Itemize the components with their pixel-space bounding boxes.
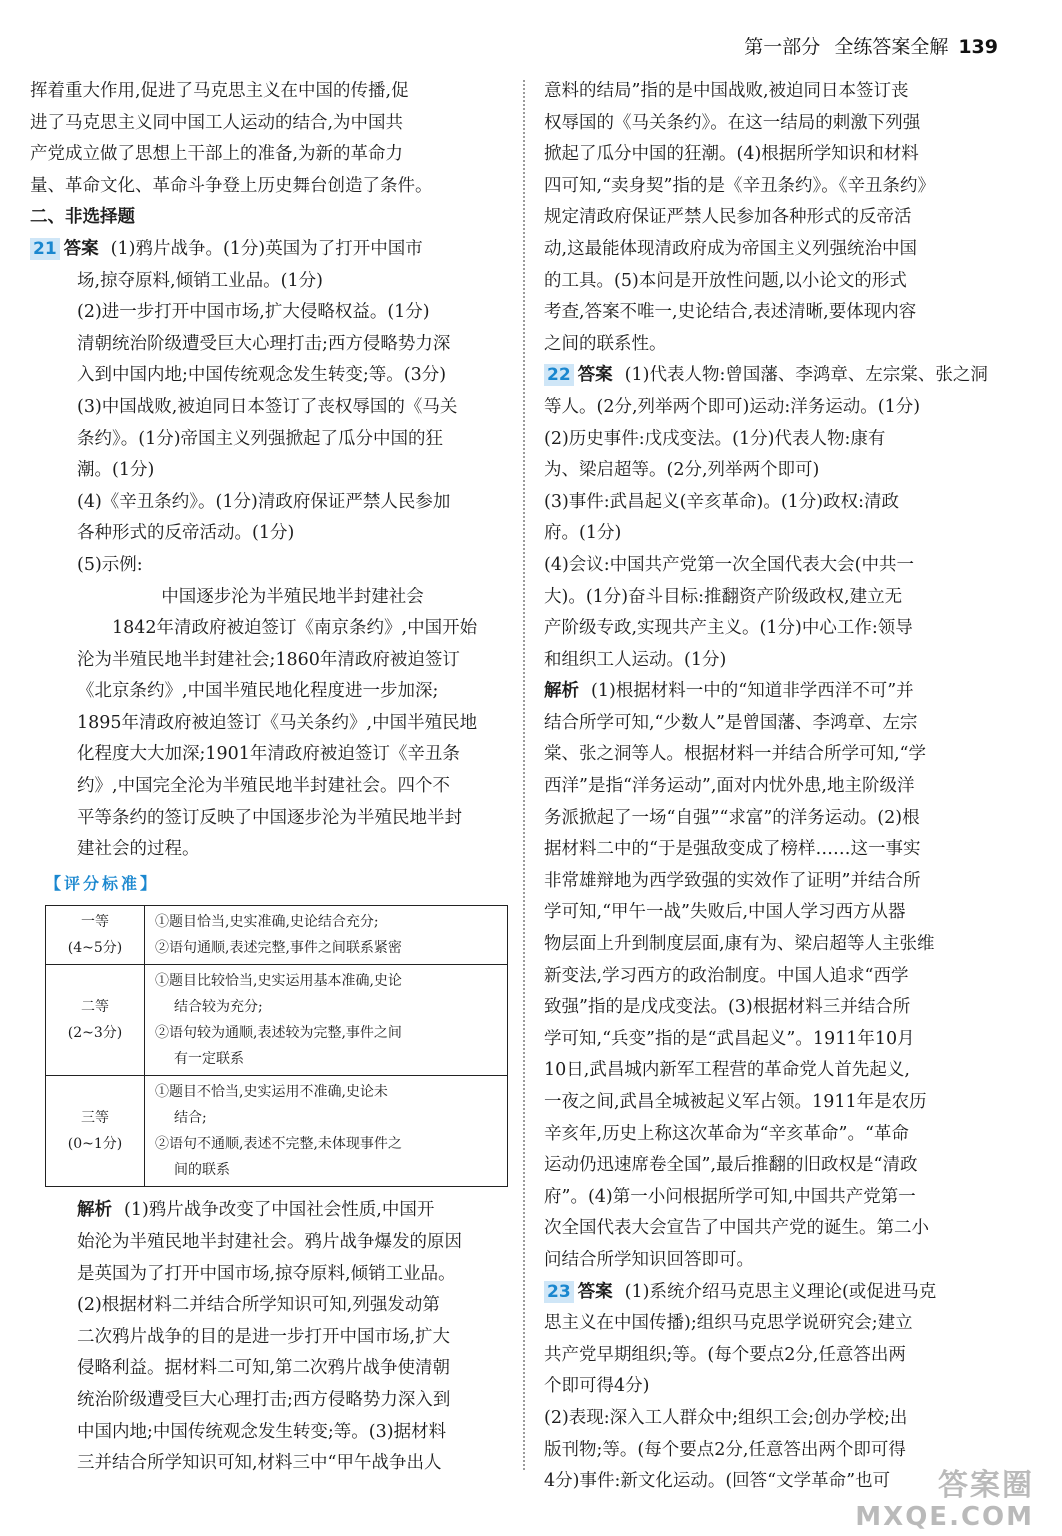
intro-text <box>30 76 508 202</box>
book-subtitle: 全练答案全解 <box>834 36 949 58</box>
criteria-line: ②语句不通顺,表述不完整,未体现事件之 <box>155 1136 402 1153</box>
text-line: 中国内地;中国传统观念发生转变;等。(3)据材料 <box>77 1421 447 1442</box>
rubric-grade-cell <box>46 965 145 1076</box>
rubric-row <box>46 1076 508 1187</box>
text-line: (2)根据材料二并结合所学知识可知,列强发动第 <box>77 1295 440 1316</box>
column-divider <box>523 80 525 1470</box>
text-line: 1842年清政府被迫签订《南京条约》,中国开始 <box>112 618 478 639</box>
watermark-logo <box>855 1460 1042 1532</box>
left-column <box>30 76 508 1480</box>
text-line: 新变法,学习西方的政治制度。中国人追求“西学 <box>544 965 909 986</box>
section-title: 二、非选择题 <box>30 207 135 228</box>
text-line: 和组织工人运动。(1分) <box>544 649 727 670</box>
criteria-line: 结合较为充分; <box>174 999 263 1016</box>
text-line: 据材料二中的“于是强敌变成了榜样……这一事实 <box>544 839 921 860</box>
answer-first-line <box>30 234 508 266</box>
text-line: 一夜之间,武昌全城被起义军占领。1911年是农历 <box>544 1092 927 1112</box>
criteria-line: 间的联系 <box>174 1162 230 1179</box>
text-line: 学可知,“兵变”指的是“武昌起义”。1911年10月 <box>544 1028 915 1049</box>
text-line: (1)鸦片战争改变了中国社会性质,中国开 <box>124 1200 435 1221</box>
text-line: (1)代表人物:曾国藩、李鸿章、左宗棠、张之洞 <box>624 365 988 386</box>
text-line: 三并结合所学知识可知,材料三中“甲午战争出人 <box>77 1453 442 1474</box>
rubric-row <box>46 965 508 1076</box>
text-line: 意料的结局”指的是中国战败,被迫同日本签订丧 <box>544 81 909 101</box>
text-line: 二次鸦片战争的目的是进一步打开中国市场,扩大 <box>77 1326 451 1347</box>
analysis-label: 解析 <box>544 681 579 702</box>
answer-label: 答案 <box>577 365 613 386</box>
rubric-table <box>45 905 508 1187</box>
rubric-criteria-cell <box>145 965 508 1076</box>
text-line: (3)事件:武昌起义(辛亥革命)。(1分)政权:清政 <box>544 491 900 512</box>
answer-label: 答案 <box>577 1281 613 1302</box>
text-line: 务派掀起了一场“自强”“求富”的洋务运动。(2)根 <box>544 807 920 828</box>
text-line: 建社会的过程。 <box>77 839 200 860</box>
watermark-text: 答案圈 <box>938 1468 1034 1503</box>
text-line: (4)会议:中国共产党第一次全国代表大会(中共一 <box>544 554 915 575</box>
text-line: 场,掠夺原料,倾销工业品。(1分) <box>77 270 323 291</box>
criteria-line: ①题目恰当,史实准确,史论结合充分; <box>155 914 379 931</box>
text-line: 大)。(1分)奋斗目标:推翻资产阶级政权,建立无 <box>544 586 903 607</box>
text-line: 物层面上升到制度层面,康有为、梁启超等人主张维 <box>544 934 935 955</box>
text-line: (1)系统介绍马克思主义理论(或促进马克 <box>624 1281 937 1302</box>
watermark-url: MXQE.COM <box>855 1502 1034 1532</box>
text-line: 权辱国的《马关条约》。在这一结局的刺激下列强 <box>544 112 921 133</box>
text-line: (3)中国战败,被迫同日本签订了丧权辱国的《马关 <box>77 396 458 417</box>
text-line: 致强”指的是戊戌变法。(3)根据材料三并结合所 <box>544 997 911 1018</box>
text-line: 沦为半殖民地半封建社会;1860年清政府被迫签订 <box>77 649 460 670</box>
text-line: 量、革命文化、革命斗争登上历史舞台创造了条件。 <box>30 175 433 196</box>
text-line: 是英国为了打开中国市场,掠夺原料,倾销工业品。 <box>77 1263 456 1284</box>
text-line: (5)示例: <box>77 554 143 575</box>
text-line: 版刊物;等。(每个要点2分,任意答出两个即可得 <box>544 1439 906 1460</box>
right-column <box>544 76 1004 1498</box>
criteria-line: 结合; <box>174 1110 207 1127</box>
text-line: 问结合所学知识回答即可。 <box>544 1249 754 1270</box>
text-line: 西洋”是指“洋务运动”,面对内忧外患,地主阶级洋 <box>544 776 915 797</box>
text-line: 规定清政府保证严禁人民参加各种形式的反帝活 <box>544 207 912 228</box>
criteria-line: ①题目比较恰当,史实运用基本准确,史论 <box>155 973 402 990</box>
text-line: (1)根据材料一中的“知道非学西洋不可”并 <box>591 681 914 702</box>
text-line: 产党成立做了思想上干部上的准备,为新的革命力 <box>30 144 404 165</box>
text-line: 考查,答案不唯一,史论结合,表述清晰,要体现内容 <box>544 302 917 323</box>
grade-label: 一等 <box>81 914 109 931</box>
text-line: 侵略利益。据材料二可知,第二次鸦片战争使清朝 <box>77 1358 451 1379</box>
text-line: 进了马克思主义同中国工人运动的结合,为中国共 <box>30 112 404 133</box>
text-line: (1)鸦片战争。(1分)英国为了打开中国市 <box>110 238 423 259</box>
rubric-title: 【评分标准】 <box>45 873 160 893</box>
text-line: 结合所学可知,“少数人”是曾国藩、李鸿章、左宗 <box>544 712 918 733</box>
criteria-line: 有一定联系 <box>174 1051 244 1068</box>
text-line: 为、梁启超等。(2分,列举两个即可) <box>544 460 820 481</box>
essay-title: 中国逐步沦为半殖民地半封建社会 <box>161 586 424 607</box>
text-line: 条约》。(1分)帝国主义列强掀起了瓜分中国的狂 <box>77 428 444 449</box>
analysis-label: 解析 <box>77 1200 112 1221</box>
text-line: (2)表现:深入工人群众中;组织工会;创办学校;出 <box>544 1407 908 1428</box>
criteria-line: ②语句通顺,表述完整,事件之间联系紧密 <box>155 940 402 957</box>
question-21 <box>30 234 508 1480</box>
page-number: 139 <box>958 36 998 58</box>
analysis-first-line <box>544 676 1004 708</box>
text-line: 辛亥年,历史上称这次革命为“辛亥革命”。“革命 <box>544 1123 909 1144</box>
page-header <box>744 32 998 59</box>
grade-label: 二等 <box>81 999 109 1016</box>
analysis-first-line <box>30 1195 508 1227</box>
text-line: 四可知,“卖身契”指的是《辛丑条约》。《辛丑条约》 <box>544 175 935 196</box>
text-line: 平等条约的签订反映了中国逐步沦为半殖民地半封 <box>77 807 462 828</box>
grade-range: (2~3分) <box>67 1025 123 1042</box>
criteria-line: ②语句较为通顺,表述较为完整,事件之间 <box>155 1025 402 1042</box>
text-line: 掀起了瓜分中国的狂潮。(4)根据所学知识和材料 <box>544 144 919 165</box>
text-line: 府。(1分) <box>544 523 622 544</box>
text-line: 次全国代表大会宣告了中国共产党的诞生。第二小 <box>544 1218 929 1239</box>
text-line: 各种形式的反帝活动。(1分) <box>77 523 295 544</box>
grade-range: (0~1分) <box>67 1136 123 1153</box>
question-number-badge: 23 <box>544 1281 574 1303</box>
criteria-line: ①题目不恰当,史实运用不准确,史论未 <box>155 1084 388 1101</box>
text-line: 之间的联系性。 <box>544 333 667 354</box>
text-line: 等人。(2分,列举两个即可)运动:洋务运动。(1分) <box>544 396 921 417</box>
text-line: 非常雄辩地为西学致强的实效作了证明”并结合所 <box>544 870 921 891</box>
text-line: (2)历史事件:戊戌变法。(1分)代表人物:康有 <box>544 428 886 449</box>
text-line: 潮。(1分) <box>77 460 155 481</box>
text-line: 棠、张之洞等人。根据材料一并结合所学可知,“学 <box>544 744 927 765</box>
text-line: 1895年清政府被迫签订《马关条约》,中国半殖民地 <box>77 712 478 733</box>
rubric-grade-cell <box>46 1076 145 1187</box>
text-line: 10日,武昌城内新军工程营的革命党人首先起义, <box>544 1060 910 1081</box>
question-22 <box>544 360 1004 1276</box>
text-line: 动,这最能体现清政府成为帝国主义列强统治中国 <box>544 238 918 259</box>
text-line: 挥着重大作用,促进了马克思主义在中国的传播,促 <box>30 81 409 101</box>
text-line: 产阶级专政,实现共产主义。(1分)中心工作:领导 <box>544 618 913 639</box>
text-line: 清朝统治阶级遭受巨大心理打击;西方侵略势力深 <box>77 333 451 354</box>
rubric-criteria-cell <box>145 1076 508 1187</box>
text-line: 运动仍迅速席卷全国”,最后推翻的旧政权是“清政 <box>544 1155 918 1176</box>
answer-first-line <box>544 360 1004 392</box>
answer-label: 答案 <box>63 238 99 259</box>
section-label: 第一部分 <box>744 36 821 58</box>
grade-label: 三等 <box>81 1110 109 1127</box>
text-line: 府”。(4)第一小问根据所学可知,中国共产党第一 <box>544 1186 916 1207</box>
text-line: 的工具。(5)本问是开放性问题,以小论文的形式 <box>544 270 907 291</box>
text-line: 约》,中国完全沦为半殖民地半封建社会。四个不 <box>77 776 451 797</box>
text-line: 《北京条约》,中国半殖民地化程度进一步加深; <box>77 681 439 702</box>
continued-analysis <box>544 76 1004 360</box>
text-line: 化程度大大加深;1901年清政府被迫签订《辛丑条 <box>77 744 460 765</box>
rubric-criteria-cell <box>145 906 508 965</box>
text-line: 入到中国内地;中国传统观念发生转变;等。(3分) <box>77 365 447 386</box>
question-number-badge: 21 <box>30 238 60 260</box>
text-line: 思主义在中国传播);组织马克思学说研究会;建立 <box>544 1313 913 1334</box>
text-line: (4)《辛丑条约》。(1分)清政府保证严禁人民参加 <box>77 491 451 512</box>
text-line: 个即可得4分) <box>544 1376 650 1397</box>
text-line: 统治阶级遭受巨大心理打击;西方侵略势力深入到 <box>77 1390 451 1410</box>
text-line: 共产党早期组织;等。(每个要点2分,任意答出两 <box>544 1344 906 1365</box>
rubric-row <box>46 906 508 965</box>
rubric-grade-cell <box>46 906 145 965</box>
question-number-badge: 22 <box>544 364 574 386</box>
text-line: 学可知,“甲午一战”失败后,中国人学习西方从器 <box>544 902 906 923</box>
grade-range: (4~5分) <box>67 940 123 957</box>
text-line: 始沦为半殖民地半封建社会。鸦片战争爆发的原因 <box>77 1232 462 1253</box>
text-line: 4分)事件:新文化运动。(回答“文学革命”也可 <box>544 1471 891 1492</box>
answer-first-line <box>544 1277 1004 1309</box>
text-line: (2)进一步打开中国市场,扩大侵略权益。(1分) <box>77 302 430 323</box>
